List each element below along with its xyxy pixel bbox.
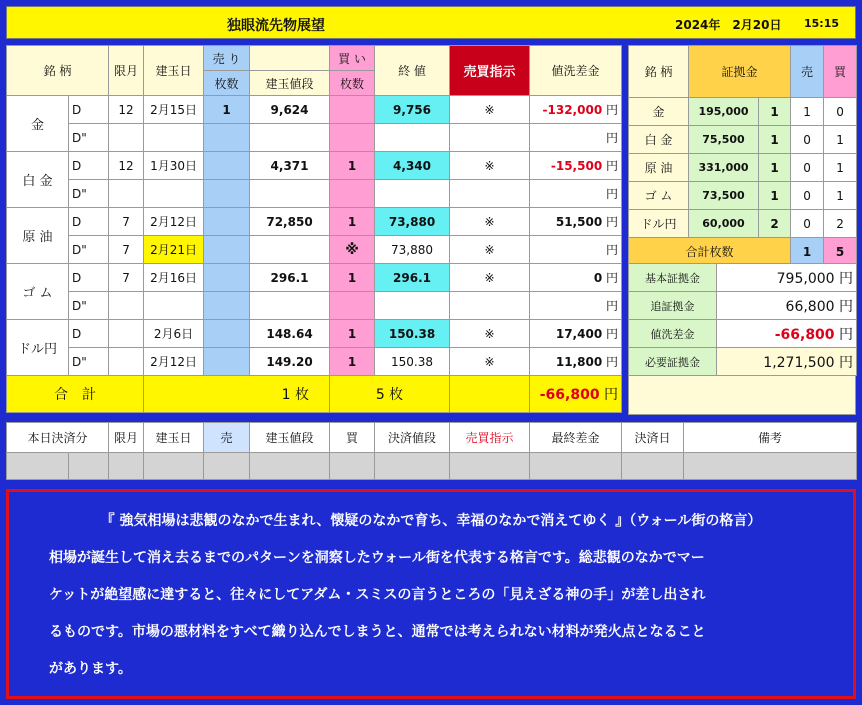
row-month xyxy=(109,124,144,152)
row-price xyxy=(250,292,330,320)
row-close: 150.38 xyxy=(375,348,450,376)
table-row xyxy=(7,320,622,348)
yen-unit: 円 xyxy=(606,299,619,313)
yen-unit: 円 xyxy=(839,354,853,371)
row-price xyxy=(250,124,330,152)
row-close: 296.1 xyxy=(375,264,450,292)
margin-table xyxy=(628,45,857,266)
row-close: 73,880 xyxy=(375,236,450,264)
summary-label: 基本証拠金 xyxy=(629,264,717,292)
yen-unit: 円 xyxy=(606,327,619,341)
margin-row xyxy=(629,98,857,126)
row-buy-qty: 1 xyxy=(330,152,375,180)
table-row xyxy=(7,96,622,124)
proverb-title: 『 強気相場は悲観のなかで生まれ、懐疑のなかで育ち、幸福のなかで消えてゆく 』（ウォール街の格言） xyxy=(100,513,762,529)
positions-table xyxy=(6,45,622,413)
row-month xyxy=(109,320,144,348)
row-price: 296.1 xyxy=(250,264,330,292)
row-buy-qty xyxy=(330,180,375,208)
row-close: 73,880 xyxy=(375,208,450,236)
margin-buy: 0 xyxy=(824,98,857,126)
row-price: 4,371 xyxy=(250,152,330,180)
row-signal: ※ xyxy=(450,236,530,264)
margin-buy: 1 xyxy=(824,182,857,210)
margin-sell: 0 xyxy=(791,154,824,182)
row-close: 150.38 xyxy=(375,320,450,348)
row-diff: 11,800 xyxy=(555,355,603,369)
summary-row xyxy=(629,320,857,348)
yen-unit: 円 xyxy=(839,326,853,343)
header-time: 15:15 xyxy=(804,17,840,30)
proverb-line: るものです。市場の悪材料をすべて織り込んでしまうと、通常では考えられない材料が発火点となること xyxy=(49,624,706,640)
header-month: 限月 xyxy=(109,46,144,96)
row-signal xyxy=(450,124,530,152)
total-sell: 1 枚 xyxy=(144,376,330,413)
yen-unit: 円 xyxy=(606,271,619,285)
row-type: D" xyxy=(69,236,109,264)
row-sell-qty xyxy=(204,124,250,152)
row-sell-qty xyxy=(204,208,250,236)
summary-value: -66,800 xyxy=(774,326,835,343)
row-sell-qty xyxy=(204,236,250,264)
row-signal: ※ xyxy=(450,208,530,236)
row-buy-qty xyxy=(330,124,375,152)
row-date: 2月16日 xyxy=(144,264,204,292)
row-close: 9,756 xyxy=(375,96,450,124)
header-sell-qty: 枚数 xyxy=(204,71,250,96)
margin-total-label: 合計枚数 xyxy=(629,238,791,266)
row-type: D xyxy=(69,320,109,348)
brand-name: 原 油 xyxy=(7,208,69,264)
row-close xyxy=(375,180,450,208)
margin-count: 1 xyxy=(759,126,791,154)
summary-label: 必要証拠金 xyxy=(629,348,717,376)
row-date: 2月12日 xyxy=(144,208,204,236)
summary-label: 値洗差金 xyxy=(629,320,717,348)
row-type: D" xyxy=(69,180,109,208)
row-month xyxy=(109,292,144,320)
row-date xyxy=(144,292,204,320)
settle-header-price: 建玉値段 xyxy=(250,423,330,453)
margin-header-brand: 銘 柄 xyxy=(629,46,689,98)
margin-row xyxy=(629,182,857,210)
row-diff: 0 xyxy=(593,271,603,285)
page-title: 独眼流先物展望 xyxy=(227,18,325,34)
margin-total-sell: 1 xyxy=(791,238,824,266)
row-close xyxy=(375,124,450,152)
yen-unit: 円 xyxy=(606,159,619,173)
settle-header-today: 本日決済分 xyxy=(7,423,109,453)
row-sell-qty xyxy=(204,180,250,208)
row-sell-qty xyxy=(204,152,250,180)
summary-blank xyxy=(628,375,856,415)
row-date: 2月6日 xyxy=(144,320,204,348)
proverb-line: 相場が誕生して消え去るまでのパターンを洞察したウォール街を代表する格言です。総悲観のなかでマー xyxy=(49,550,705,566)
table-row xyxy=(7,264,622,292)
row-type: D" xyxy=(69,124,109,152)
row-price: 148.64 xyxy=(250,320,330,348)
proverb-box xyxy=(6,489,856,699)
row-sell-qty xyxy=(204,264,250,292)
row-sell-qty xyxy=(204,320,250,348)
margin-value: 331,000 xyxy=(689,154,759,182)
row-month: 12 xyxy=(109,152,144,180)
settle-header-date: 建玉日 xyxy=(144,423,204,453)
row-price: 72,850 xyxy=(250,208,330,236)
margin-value: 60,000 xyxy=(689,210,759,238)
summary-table xyxy=(628,263,857,376)
row-price: 149.20 xyxy=(250,348,330,376)
header-entry-price: 建玉値段 xyxy=(250,71,330,96)
row-signal: ※ xyxy=(450,152,530,180)
margin-buy: 1 xyxy=(824,154,857,182)
yen-unit: 円 xyxy=(606,215,619,229)
margin-count: 1 xyxy=(759,98,791,126)
margin-sell: 0 xyxy=(791,210,824,238)
table-row xyxy=(7,180,622,208)
row-type: D xyxy=(69,96,109,124)
header-entry-date: 建玉日 xyxy=(144,46,204,96)
row-sell-qty: 1 xyxy=(204,96,250,124)
summary-row xyxy=(629,292,857,320)
row-price xyxy=(250,236,330,264)
table-row xyxy=(7,348,622,376)
settle-header-sell: 売 xyxy=(204,423,250,453)
brand-name: 白 金 xyxy=(7,152,69,208)
row-signal: ※ xyxy=(450,96,530,124)
title-bar xyxy=(6,6,856,39)
row-signal: ※ xyxy=(450,348,530,376)
summary-row xyxy=(629,348,857,376)
brand-name: 金 xyxy=(7,96,69,152)
row-month: 7 xyxy=(109,236,144,264)
margin-header-buy: 買 xyxy=(824,46,857,98)
row-buy-qty: 1 xyxy=(330,320,375,348)
yen-unit: 円 xyxy=(606,131,619,145)
margin-value: 73,500 xyxy=(689,182,759,210)
row-diff: 51,500 xyxy=(555,215,603,229)
margin-value: 75,500 xyxy=(689,126,759,154)
header-buy-qty: 枚数 xyxy=(330,71,375,96)
row-month: 12 xyxy=(109,96,144,124)
row-date xyxy=(144,124,204,152)
header-brand: 銘 柄 xyxy=(7,46,109,96)
settle-header-final-diff: 最終差金 xyxy=(530,423,622,453)
settle-header-close-date: 決済日 xyxy=(622,423,684,453)
yen-unit: 円 xyxy=(606,103,619,117)
margin-total-buy: 5 xyxy=(824,238,857,266)
row-signal xyxy=(450,180,530,208)
margin-value: 195,000 xyxy=(689,98,759,126)
margin-count: 1 xyxy=(759,154,791,182)
row-buy-qty: 1 xyxy=(330,264,375,292)
margin-row xyxy=(629,154,857,182)
row-type: D xyxy=(69,264,109,292)
row-sell-qty xyxy=(204,348,250,376)
row-signal: ※ xyxy=(450,320,530,348)
table-row xyxy=(7,152,622,180)
row-buy-qty xyxy=(330,292,375,320)
row-buy-qty: ※ xyxy=(330,236,375,264)
row-buy-qty: 1 xyxy=(330,348,375,376)
settle-header-month: 限月 xyxy=(109,423,144,453)
row-diff: -15,500 xyxy=(550,159,603,173)
margin-row xyxy=(629,210,857,238)
row-close: 4,340 xyxy=(375,152,450,180)
row-date: 2月21日 xyxy=(144,236,204,264)
summary-label: 追証拠金 xyxy=(629,292,717,320)
summary-value: 1,271,500 xyxy=(763,354,835,371)
row-buy-qty: 1 xyxy=(330,208,375,236)
settlement-table xyxy=(6,422,857,480)
total-diff: -66,800 xyxy=(539,387,600,403)
header-diff: 値洗差金 xyxy=(530,46,622,96)
margin-brand: ゴ ム xyxy=(629,182,689,210)
margin-brand: ドル円 xyxy=(629,210,689,238)
yen-unit: 円 xyxy=(839,270,853,287)
margin-total-row xyxy=(629,238,857,266)
table-row xyxy=(7,208,622,236)
row-price xyxy=(250,180,330,208)
margin-sell: 1 xyxy=(791,98,824,126)
header-close: 終 値 xyxy=(375,46,450,96)
margin-count: 2 xyxy=(759,210,791,238)
row-diff: -132,000 xyxy=(542,103,603,117)
row-sell-qty xyxy=(204,292,250,320)
margin-header-sell: 売 xyxy=(791,46,824,98)
row-month xyxy=(109,180,144,208)
settle-header-signal: 売買指示 xyxy=(450,423,530,453)
margin-header-margin: 証拠金 xyxy=(689,46,791,98)
row-type: D xyxy=(69,208,109,236)
table-row xyxy=(7,292,622,320)
margin-row xyxy=(629,126,857,154)
yen-unit: 円 xyxy=(606,355,619,369)
margin-brand: 原 油 xyxy=(629,154,689,182)
summary-value: 66,800 xyxy=(785,298,835,315)
row-date xyxy=(144,180,204,208)
margin-brand: 金 xyxy=(629,98,689,126)
margin-buy: 1 xyxy=(824,126,857,154)
total-label: 合 計 xyxy=(7,376,144,413)
row-month: 7 xyxy=(109,208,144,236)
summary-value: 795,000 xyxy=(776,270,835,287)
yen-unit: 円 xyxy=(606,187,619,201)
row-type: D" xyxy=(69,348,109,376)
table-row xyxy=(7,124,622,152)
table-row xyxy=(7,236,622,264)
settle-header-close-price: 決済値段 xyxy=(375,423,450,453)
settle-header-buy: 買 xyxy=(330,423,375,453)
proverb-line: があります。 xyxy=(49,661,132,677)
row-close xyxy=(375,292,450,320)
header-signal: 売買指示 xyxy=(450,46,530,96)
row-month: 7 xyxy=(109,264,144,292)
total-buy: 5 枚 xyxy=(330,376,450,413)
settle-header-notes: 備考 xyxy=(684,423,857,453)
total-row xyxy=(7,376,622,413)
row-type: D xyxy=(69,152,109,180)
yen-unit: 円 xyxy=(606,243,619,257)
row-month xyxy=(109,348,144,376)
margin-sell: 0 xyxy=(791,182,824,210)
proverb-line: ケットが絶望感に達すると、往々にしてアダム・スミスの言うところの「見えざる神の手」が差し出され xyxy=(49,587,706,603)
header-entry-price-top xyxy=(250,46,330,71)
row-date: 2月15日 xyxy=(144,96,204,124)
row-date: 2月12日 xyxy=(144,348,204,376)
margin-count: 1 xyxy=(759,182,791,210)
margin-brand: 白 金 xyxy=(629,126,689,154)
header-buy: 買 い xyxy=(330,46,375,71)
summary-row xyxy=(629,264,857,292)
margin-sell: 0 xyxy=(791,126,824,154)
row-buy-qty xyxy=(330,96,375,124)
row-date: 1月30日 xyxy=(144,152,204,180)
settle-blank-row xyxy=(7,453,857,480)
margin-buy: 2 xyxy=(824,210,857,238)
header-sell: 売 り xyxy=(204,46,250,71)
row-type: D" xyxy=(69,292,109,320)
row-signal xyxy=(450,292,530,320)
yen-unit: 円 xyxy=(839,298,853,315)
yen-unit: 円 xyxy=(604,387,619,403)
header-date: 2024年 2月20日 xyxy=(675,18,782,32)
brand-name: ゴ ム xyxy=(7,264,69,320)
row-diff: 17,400 xyxy=(555,327,603,341)
brand-name: ドル円 xyxy=(7,320,69,376)
row-signal: ※ xyxy=(450,264,530,292)
row-price: 9,624 xyxy=(250,96,330,124)
